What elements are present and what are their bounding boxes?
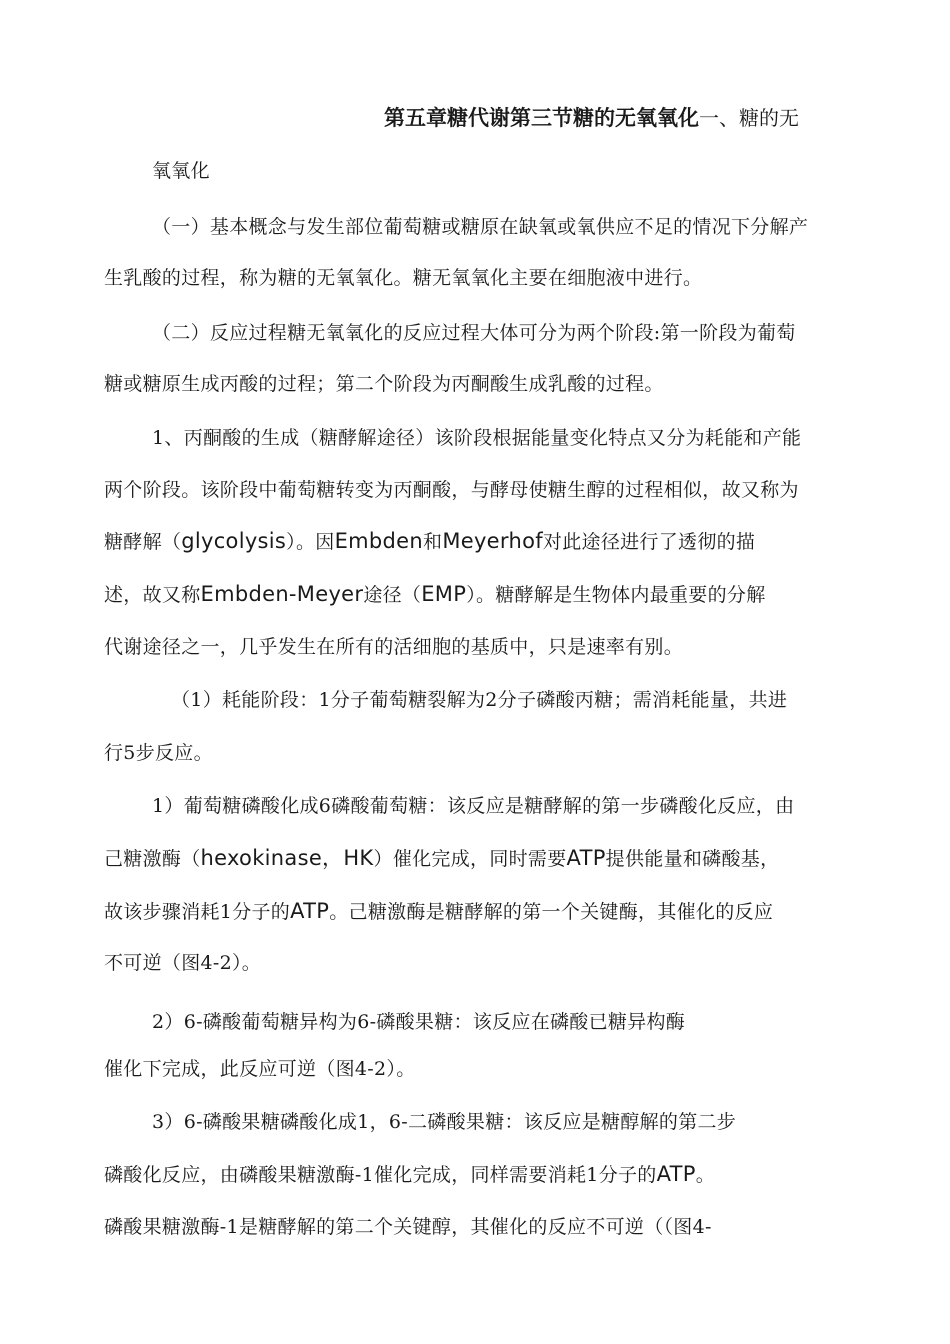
paragraph-5-line-3: 故该步骤消耗1分子的ATP。己糖激酶是糖酵解的第一个关键酶，其催化的反应: [104, 899, 774, 923]
section-heading-end: 氧氧化: [152, 160, 210, 182]
paragraph-3-line-2: 两个阶段。该阶段中葡萄糖转变为丙酮酸，与酵母使糖生醇的过程相似，故又称为: [104, 479, 799, 501]
paragraph-3-line-4: 述，故又称Embden-Meyer途径（EMP）。糖酵解是生物体内最重要的分解: [104, 582, 766, 606]
paragraph-4-line-1: （1）耗能阶段：1分子葡萄糖裂解为2分子磷酸丙糖；需消耗能量，共进: [171, 689, 788, 711]
paragraph-3-line-3: 糖酵解（glycolysis）。因Embden和Meyerhof对此途径进行了透彻的描: [104, 529, 756, 553]
paragraph-3-line-5: 代谢途径之一，几乎发生在所有的活细胞的基质中，只是速率有别。: [104, 636, 684, 658]
section-heading-start: 一、糖的无: [699, 106, 799, 130]
paragraph-5-line-2: 己糖激酶（hexokinase，HK）催化完成，同时需要ATP提供能量和磷酸基，: [104, 846, 780, 870]
page-title: [384, 104, 799, 132]
paragraph-1-line-1: （一）基本概念与发生部位葡萄糖或糖原在缺氧或氧供应不足的情况下分解产: [152, 216, 809, 238]
paragraph-4-line-2: 行5步反应。: [104, 742, 213, 764]
paragraph-6-line-2: 催化下完成，此反应可逆（图4-2）。: [104, 1058, 416, 1080]
paragraph-3-line-1: 1、丙酮酸的生成（糖酵解途径）该阶段根据能量变化特点又分为耗能和产能: [152, 427, 802, 449]
paragraph-7-line-3: 磷酸果糖激酶-1是糖酵解的第二个关键醇，其催化的反应不可逆（（图4-: [104, 1216, 712, 1238]
paragraph-1-line-2: 生乳酸的过程，称为糖的无氧氧化。糖无氧氧化主要在细胞液中进行。: [104, 267, 703, 289]
paragraph-7-line-2: 磷酸化反应，由磷酸果糖激酶-1催化完成，同样需要消耗1分子的ATP。: [104, 1162, 716, 1186]
paragraph-2-line-2: 糖或糖原生成丙酸的过程；第二个阶段为丙酮酸生成乳酸的过程。: [104, 373, 664, 395]
paragraph-5-line-1: 1）葡萄糖磷酸化成6磷酸葡萄糖：该反应是糖酵解的第一步磷酸化反应，由: [152, 795, 795, 817]
paragraph-6-line-1: 2）6-磷酸葡萄糖异构为6-磷酸果糖：该反应在磷酸已糖异构酶: [152, 1011, 686, 1033]
paragraph-2-line-1: （二）反应过程糖无氧氧化的反应过程大体可分为两个阶段:第一阶段为葡萄: [152, 322, 796, 344]
paragraph-7-line-1: 3）6-磷酸果糖磷酸化成1，6-二磷酸果糖：该反应是糖醇解的第二步: [152, 1111, 737, 1133]
paragraph-5-line-4: 不可逆（图4-2）。: [104, 952, 262, 974]
chapter-heading: 第五章糖代谢第三节糖的无氧氧化: [384, 106, 699, 130]
